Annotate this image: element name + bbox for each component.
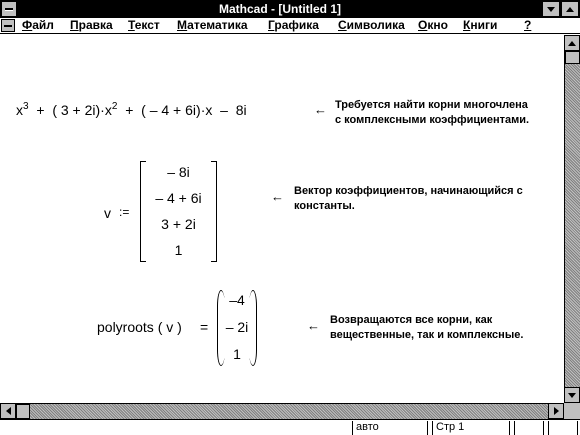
maximize-icon xyxy=(566,7,574,12)
plus-sign: + xyxy=(36,102,45,118)
vertical-scroll-track[interactable] xyxy=(565,64,580,387)
window-title: Mathcad - [Untitled 1] xyxy=(219,2,341,16)
system-menu-icon xyxy=(5,8,13,10)
menu-symbolics-hotkey: С xyxy=(338,18,347,32)
vector-element: 3 + 2i xyxy=(161,216,196,232)
polyroots-call[interactable]: polyroots ( v ) xyxy=(97,319,182,335)
annotation-arrow-icon: ← xyxy=(314,102,327,117)
menu-edit-label: равка xyxy=(78,18,113,32)
note-line: Вектор коэффициентов, начинающийся с xyxy=(294,185,523,197)
minus-sign: – xyxy=(220,102,228,118)
term-x2-base: x xyxy=(104,102,112,118)
vector-variable-name: v xyxy=(104,205,111,221)
menu-file-hotkey: Ф xyxy=(22,18,33,32)
scroll-up-button[interactable] xyxy=(564,35,580,51)
menu-graphics-label: рафика xyxy=(274,18,319,32)
menu-window-hotkey: О xyxy=(418,18,428,32)
term-x1-base: x xyxy=(205,102,213,118)
root-value: –4 xyxy=(229,292,245,308)
scroll-down-button[interactable] xyxy=(564,387,580,403)
root-value: 1 xyxy=(233,346,241,362)
multiply-dot: · xyxy=(100,102,105,118)
minimize-icon xyxy=(547,7,555,12)
note-line: Требуется найти корни многочлена xyxy=(335,99,528,111)
vector-element: – 4 + 6i xyxy=(155,190,202,206)
scroll-left-button[interactable] xyxy=(0,403,16,419)
maximize-button[interactable] xyxy=(561,1,579,17)
menu-books-hotkey: К xyxy=(463,18,471,32)
text-region-vector-note[interactable] xyxy=(294,184,523,214)
system-menu-button[interactable] xyxy=(1,1,17,17)
menu-edit-hotkey: П xyxy=(70,18,79,32)
scroll-up-arrow-icon xyxy=(568,41,576,46)
root-value: – 2i xyxy=(225,319,249,335)
note-line: Возвращаются все корни, как xyxy=(330,314,493,326)
menu-graphics[interactable] xyxy=(268,18,319,33)
multiply-dot: · xyxy=(200,102,206,118)
coefficient-x2: ( 3 + 2i) xyxy=(52,102,101,118)
menu-text-label: екст xyxy=(134,18,160,32)
scrollbar-corner xyxy=(564,403,580,419)
status-panel-empty xyxy=(514,421,544,435)
vector-element: – 8i xyxy=(167,164,190,180)
note-line: константы. xyxy=(294,200,355,212)
menu-graphics-hotkey: Г xyxy=(268,18,275,32)
term-x2-exponent: 2 xyxy=(111,101,118,112)
note-line: с комплексными коэффициентами. xyxy=(335,114,530,126)
coefficient-x1: ( – 4 + 6i) xyxy=(141,102,201,118)
minimize-button[interactable] xyxy=(542,1,560,17)
horizontal-scrollbar[interactable] xyxy=(0,403,564,419)
status-mode: авто xyxy=(352,421,428,435)
term-x3-exponent: 3 xyxy=(23,101,29,112)
title-bar xyxy=(0,0,580,18)
vertical-scroll-thumb[interactable] xyxy=(565,51,580,64)
menu-help-hotkey: ? xyxy=(524,18,532,32)
document-system-menu-button[interactable] xyxy=(1,19,15,32)
status-bar xyxy=(0,419,580,435)
annotation-arrow-icon: ← xyxy=(307,318,320,333)
menu-text-hotkey: Т xyxy=(128,18,135,32)
horizontal-scroll-thumb[interactable] xyxy=(16,404,30,419)
menu-symbolics-label: имволика xyxy=(346,18,405,32)
vector-element: 1 xyxy=(174,242,183,258)
scroll-right-button[interactable] xyxy=(548,403,564,419)
menu-edit[interactable] xyxy=(70,18,113,33)
term-x3-base: x xyxy=(16,102,23,118)
horizontal-scroll-track[interactable] xyxy=(30,404,548,419)
scroll-down-arrow-icon xyxy=(568,393,576,398)
assign-operator: := xyxy=(119,205,130,219)
plus-sign: + xyxy=(125,102,134,118)
menu-symbolics[interactable] xyxy=(338,18,405,33)
polynomial-expression[interactable] xyxy=(16,103,247,118)
menu-books-label: ниги xyxy=(470,18,498,32)
menu-math[interactable] xyxy=(177,18,248,33)
text-region-roots-note[interactable] xyxy=(330,313,523,343)
menu-file-label: айл xyxy=(32,18,54,32)
menu-math-hotkey: М xyxy=(177,18,188,32)
scroll-left-arrow-icon xyxy=(6,407,11,415)
text-region-polynomial-note[interactable] xyxy=(335,98,529,128)
annotation-arrow-icon: ← xyxy=(271,189,284,204)
note-line: вещественные, так и комплексные. xyxy=(330,329,524,341)
evaluation-operator: = xyxy=(200,319,209,335)
constant-term: 8i xyxy=(235,102,247,118)
menu-file[interactable] xyxy=(22,18,54,33)
menu-window-label: кно xyxy=(427,18,448,32)
document-menu-icon xyxy=(4,25,12,27)
scroll-right-arrow-icon xyxy=(554,407,559,415)
menu-window[interactable] xyxy=(418,18,448,33)
menu-help[interactable] xyxy=(524,18,531,33)
worksheet[interactable] xyxy=(0,35,564,403)
menu-bar xyxy=(0,18,580,34)
menu-text[interactable] xyxy=(128,18,160,33)
menu-books[interactable] xyxy=(463,18,497,33)
vertical-scrollbar[interactable] xyxy=(564,35,580,403)
status-panel-empty xyxy=(548,421,578,435)
menu-math-label: атематика xyxy=(187,18,248,32)
status-page: Стр 1 xyxy=(432,421,510,435)
